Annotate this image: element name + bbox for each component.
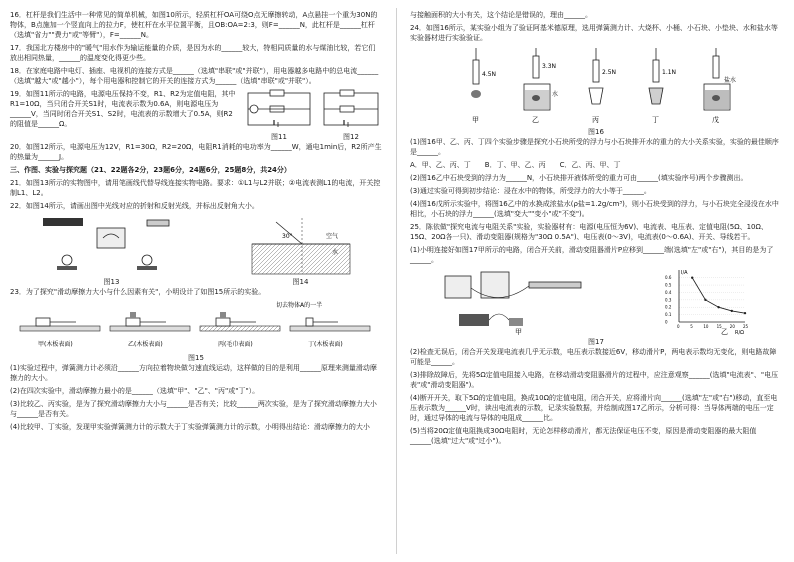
label-jia: 甲(木板表面)	[38, 341, 73, 348]
x-tick-3: 15	[716, 324, 722, 329]
question-18: 18．在家庭电路中电灯、插座、电视机的连接方式是______（选填"串联"或"并联"），用电器越多电路中的总电流______（选填"越大"或"越小"），每个用电器和控制它的开关的连接方式为______（选填"串联"或"并联"）。	[10, 67, 379, 85]
circuit-17-diagram	[439, 268, 599, 336]
label-16-jia: 甲	[472, 116, 479, 124]
question-25-1: (1)小明连接好如图17甲所示的电路，闭合开关前，滑动变阻器滑片P应移到______端(选填"左"或"右")，其目的是为了______。	[410, 246, 774, 264]
y-tick-5: 0.5	[665, 282, 672, 288]
label-ding: 丁(木板表面)	[308, 341, 343, 348]
reading-yi: 3.3N	[542, 63, 557, 70]
column-divider	[396, 8, 397, 554]
figure-14	[246, 214, 356, 287]
figure-16	[410, 46, 782, 137]
question-23-4-continued: 与接触面积的大小有关，这个结论是错误的，理由______。	[410, 11, 592, 19]
angle-label: 30°	[281, 233, 293, 240]
right-column	[410, 10, 782, 449]
label-17-yi: 乙	[721, 328, 728, 336]
question-24-4: (4)图16戊所示实验中，将图16乙中的水换成浓盐水(ρ盐=1.2g/cm³)，则小石块受到的浮力，与小石块完全浸没在水中相比，小石块的浮力______(选填"变大""变小"或"不变")。	[410, 200, 779, 218]
step-wu	[704, 48, 736, 124]
y-tick-4: 0.4	[665, 289, 672, 295]
question-25-3: (3)排除故障后，先将5Ω定值电阻接入电路，在移动滑动变阻器滑片的过程中，应注意观察______(选填"电流表"、"电压表"或"滑动变阻器")。	[410, 371, 779, 389]
water-label-16: 水	[552, 91, 559, 98]
friction-15-diagram	[16, 300, 376, 352]
setup-ding	[290, 318, 370, 348]
label-16-bing: 丙	[592, 116, 599, 124]
question-24-1: (1)图16甲、乙、丙、丁四个实验步骤是探究小石块所受的浮力与小石块排开水的重力的大小关系实验，实验的最佳顺序是______。	[410, 138, 779, 156]
question-24-options: A．甲、乙、丙、丁 B．丁、甲、乙、丙 C．乙、丙、甲、丁	[410, 161, 621, 169]
y-tick-0: 0	[665, 319, 668, 325]
figure-12-caption: 图12	[343, 133, 359, 141]
setup-bing	[200, 312, 280, 348]
x-axis-label: R/Ω	[735, 330, 744, 336]
data-point-3	[731, 310, 733, 312]
figure-13	[37, 214, 187, 287]
figure-15-caption: 图15	[188, 354, 204, 362]
q19-row	[10, 89, 382, 142]
figures-13-14	[10, 214, 382, 287]
figure-11-caption: 图11	[271, 133, 287, 141]
refraction-14-diagram	[246, 214, 356, 276]
section-3-heading: 三、作图、实验与探究题（21、22题各2分，23题6分，24题6分，25题8分，共24分）	[10, 166, 291, 174]
question-19: 19．如图11所示的电路，电源电压保持不变，R1、R2为定值电阻，其中R1=10Ω，当只闭合开关S1时，电流表示数为0.6A，则电源电压为______V，当同时闭合开关S1、S2时，电流表的示数增大了0.5A，则R2的阻值是______Ω。	[10, 90, 236, 128]
question-16: 16．杠杆是我们生活中一种常见的简单机械，如图10所示，轻质杠杆OA可绕O点无摩擦转动，A点悬挂一个重为30N的物体，B点施加一个竖直向上的拉力F，使杠杆在水平位置平衡，且OB:OA=2:3，则F=______N，此杠杆是______杠杆（选填"省力""费力"或"等臂"），F=______N。	[10, 11, 378, 39]
step-jia	[471, 48, 496, 124]
figure-12	[320, 89, 382, 142]
circuit-12-diagram	[320, 89, 382, 131]
left-column	[10, 10, 382, 435]
step-ding	[649, 48, 676, 124]
question-25-4: (4)断开开关，取下5Ω的定值电阻，换成10Ω的定值电阻，闭合开关，应将滑片向______(选填"左"或"右")移动，直至电压表示数为______V时，读出电流表的示数，记录实验数据，并绘制成图17乙所示，分析可得：当导体两端的电压一定时，通过导体的电流与导体的电阻成______比。	[410, 394, 778, 422]
question-24-3: (3)通过实验可得到初步结论：浸在水中的物体，所受浮力的大小等于______。	[410, 187, 651, 195]
x-tick-5: 25	[743, 324, 749, 329]
air-label: 空气	[325, 233, 338, 240]
question-20: 20．如图12所示，电源电压为12V，R1=30Ω，R2=20Ω，电阻R1消耗的电功率为______W，通电1min后，R2所产生的热量为______J。	[10, 143, 382, 161]
circuit-13-diagram	[37, 214, 187, 276]
question-21: 21．如图13所示的实物图中，请用笔画线代替导线连接实物电路。要求：①L1与L2并联；②电流表测L1的电流，开关控制L1、L2。	[10, 179, 381, 197]
label-bing: 丙(毛巾表面)	[218, 341, 253, 348]
question-22: 22．如图14所示，请画出图中光线对应的折射和反射光线，并标出反射角大小。	[10, 202, 259, 210]
label-yi: 乙(木板表面)	[128, 341, 163, 348]
figure-17-graph	[663, 268, 753, 336]
x-tick-0: 0	[677, 324, 680, 329]
figure-14-caption: 图14	[292, 278, 309, 286]
data-point-2	[717, 306, 719, 308]
data-point-1	[704, 299, 706, 301]
question-25: 25．陈依做"探究电流与电阻关系"实验，实验器材有：电源(电压恒为6V)、电流表、电压表、定值电阻(5Ω、10Ω、15Ω、20Ω各一只)、滑动变阻器(规格为"30Ω 0.5A")、电压表(0～3V)，电流表(0～0.6A)、开关、导线若干。	[410, 223, 768, 241]
step-bing	[589, 48, 616, 124]
figure-16-caption: 图16	[588, 128, 604, 136]
question-24: 24．如图16所示，某实验小组为了验证阿基米德原理，选用弹簧测力计、大烧杯、小桶、小石块、小垫块、水和盐水等实验器材进行实验验证。	[410, 24, 778, 42]
y-tick-3: 0.3	[665, 297, 672, 303]
x-tick-2: 10	[703, 324, 709, 329]
x-tick-1: 5	[690, 324, 693, 329]
y-tick-2: 0.2	[665, 304, 672, 310]
reading-jia: 4.5N	[482, 71, 497, 78]
question-23-3: (3)比较乙、丙实验，是为了探究滑动摩擦力大小与______是否有关；比较______两次实验，是为了探究滑动摩擦力大小与______是否有关。	[10, 400, 377, 418]
buoyancy-16-diagram	[446, 46, 746, 126]
circuit-11-diagram	[244, 89, 314, 131]
question-23-2: (2)在四次实验中，滑动摩擦力最小的是______（选填"甲"、"乙"、"丙"或"丁"）。	[10, 387, 260, 395]
figure-13-caption: 图13	[103, 278, 120, 286]
label-16-ding: 丁	[652, 116, 659, 124]
question-17: 17．我国北方楼房中的"暖气"用水作为输运能量的介质，是因为水的______较大，特相同质量的水与煤油比较，若它们放出相同热量，______的温度变化得更少些。	[10, 44, 376, 62]
cut-note: 切去物体A的一半	[276, 302, 323, 309]
data-point-0	[691, 276, 693, 278]
data-point-4	[744, 312, 746, 314]
question-25-2: (2)检查无误后，闭合开关发现电流表几乎无示数，电压表示数接近6V，移动滑片P，两电表示数均无变化，则电路故障可能是______。	[410, 348, 777, 366]
figure-17-circuit	[439, 268, 599, 336]
salt-water-label: 盐水	[724, 77, 737, 84]
water-label: 水	[331, 249, 338, 256]
x-tick-4: 20	[729, 324, 735, 329]
question-23: 23．为了探究"滑动摩擦力大小与什么因素有关"，小明设计了如图15所示的实验。	[10, 288, 266, 296]
label-16-wu: 戊	[712, 116, 719, 124]
y-axis-label: I/A	[681, 270, 688, 276]
y-tick-6: 0.6	[665, 275, 672, 281]
question-23-1: (1)实验过程中，弹簧测力计必须沿______方向拉着物块做匀速直线运动，这样做的目的是利用______原理来测量滑动摩擦力的大小。	[10, 364, 377, 382]
current-resistance-chart	[663, 268, 753, 336]
question-23-4: (4)比较甲、丁实验，发现甲实验弹簧测力计的示数大于丁实验弹簧测力计的示数，小明得出结论：滑动摩擦力的大小	[10, 423, 370, 431]
label-16-yi: 乙	[532, 116, 539, 124]
reading-ding: 1.1N	[662, 69, 677, 76]
figure-15	[10, 300, 382, 363]
question-25-5: (5)当将20Ω定值电阻换成30Ω电阻时，无论怎样移动滑片，都无法保证电压不变，原因是滑动变阻器的最大阻值______(选填"过大"或"过小")。	[410, 427, 757, 445]
reading-bing: 2.5N	[602, 69, 617, 76]
question-24-2: (2)图16乙中石块受到的浮力为______N，小石块排开液体所受的重力可由______(填实验序号)两个步骤测出。	[410, 174, 748, 182]
label-17-jia: 甲	[515, 328, 522, 336]
figure-17	[410, 268, 782, 336]
setup-yi	[110, 312, 190, 348]
figure-11	[244, 89, 314, 142]
y-tick-1: 0.1	[665, 312, 672, 318]
figure-17-caption: 图17	[588, 338, 604, 346]
step-yi	[524, 48, 558, 124]
setup-jia	[20, 318, 100, 348]
